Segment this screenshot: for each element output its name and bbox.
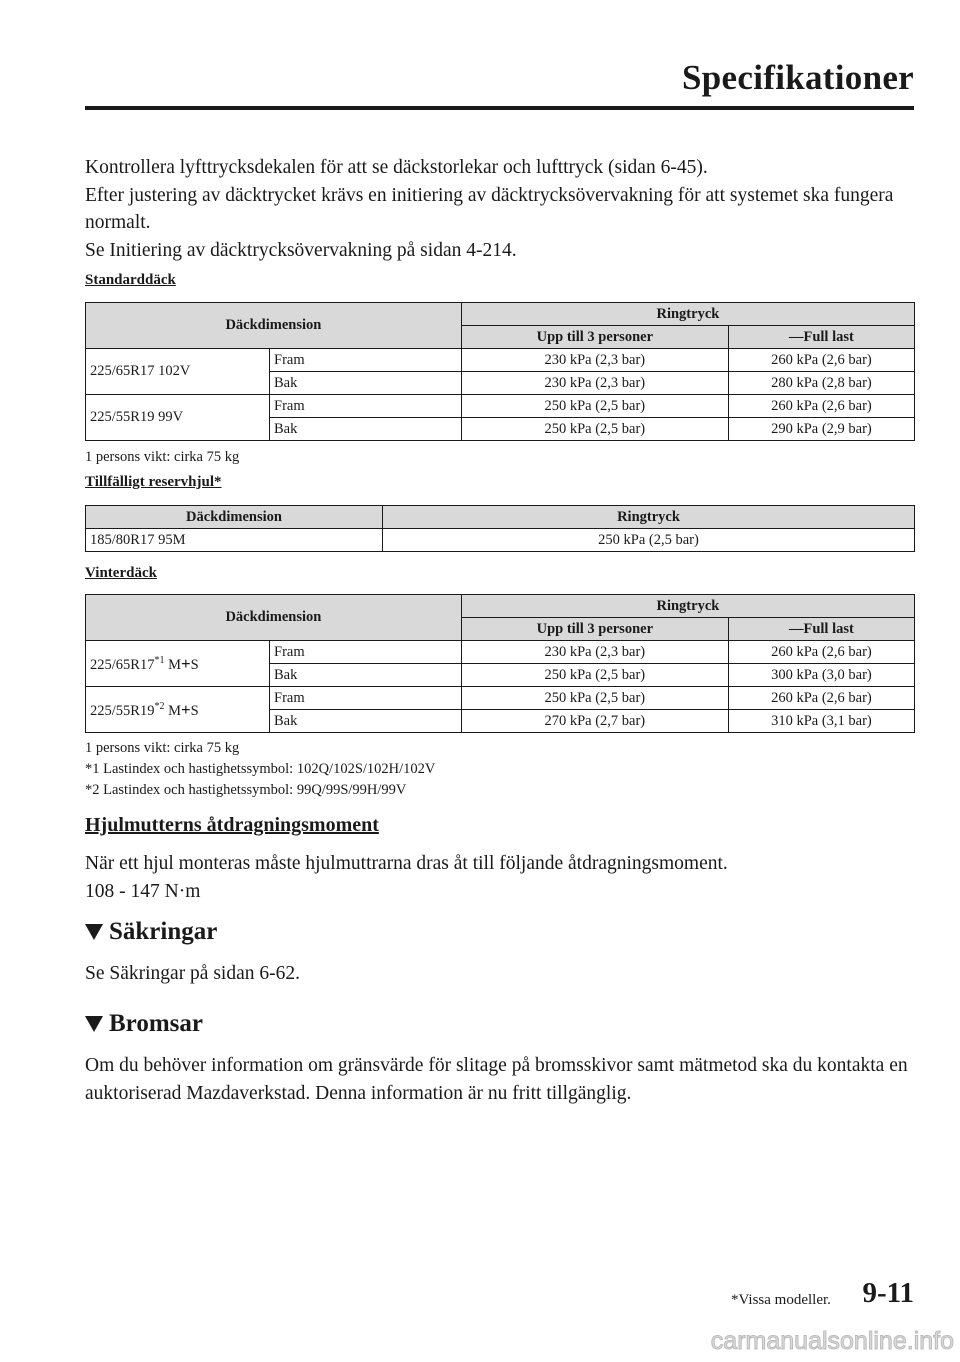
col-header-upto3: Upp till 3 personer [461, 326, 728, 349]
col-header-upto3: Upp till 3 personer [461, 618, 728, 641]
axle-position: Bak [270, 418, 462, 441]
brakes-text [85, 1052, 925, 1107]
table-row [86, 641, 915, 664]
pressure-upto3: 230 kPa (2,3 bar) [461, 349, 728, 372]
intro-line: Se Initiering av däcktrycksövervakning på sidan 4-214. [85, 239, 517, 261]
intro-text [85, 154, 920, 264]
header-rule [85, 106, 914, 110]
col-header-dimension: Däckdimension [86, 595, 462, 641]
pressure-fullload: 300 kPa (3,0 bar) [728, 664, 914, 687]
pressure-upto3: 250 kPa (2,5 bar) [461, 687, 728, 710]
tire-dimension [86, 641, 270, 687]
plus-sign: + [180, 653, 191, 673]
col-header-fullload: —Full last [728, 326, 914, 349]
pressure-upto3: 270 kPa (2,7 bar) [461, 710, 728, 733]
col-header-dimension: Däckdimension [86, 506, 383, 529]
footnote-marker: *2 [154, 700, 165, 712]
note-line: 1 persons vikt: cirka 75 kg [85, 740, 240, 756]
note-line: 1 persons vikt: cirka 75 kg [85, 449, 240, 465]
standard-tires-table [85, 302, 915, 441]
note-line: *2 Lastindex och hastighetssymbol: 99Q/99S/99H/99V [85, 782, 407, 798]
page-number: 9-11 [862, 1277, 914, 1309]
col-header-pressure: Ringtryck [461, 595, 914, 618]
col-header-pressure: Ringtryck [383, 506, 915, 529]
tire-dimension [86, 687, 270, 733]
pressure-fullload: 310 kPa (3,1 bar) [728, 710, 914, 733]
torque-line: När ett hjul monteras måste hjulmuttrarna dras åt till följande åtdragningsmoment. [85, 853, 728, 874]
axle-position: Fram [270, 641, 462, 664]
brakes-title: Bromsar [109, 1010, 203, 1037]
tire-dimension: 185/80R17 95M [86, 529, 383, 552]
pressure-upto3: 250 kPa (2,5 bar) [461, 418, 728, 441]
axle-position: Fram [270, 687, 462, 710]
pressure-upto3: 250 kPa (2,5 bar) [461, 664, 728, 687]
mud-letter: M [168, 656, 181, 673]
standard-note [85, 447, 239, 468]
note-line: *1 Lastindex och hastighetssymbol: 102Q/102S/102H/102V [85, 761, 436, 777]
triangle-down-icon [85, 924, 103, 940]
axle-position: Fram [270, 395, 462, 418]
plus-sign: + [180, 699, 191, 719]
watermark: carmanualsonline.info [710, 1327, 954, 1355]
footnote-some-models: *Vissa modeller. [731, 1292, 831, 1308]
triangle-down-icon [85, 1016, 103, 1032]
pressure-fullload: 290 kPa (2,9 bar) [728, 418, 914, 441]
table-row [86, 687, 915, 710]
winter-notes [85, 738, 435, 801]
axle-position: Bak [270, 664, 462, 687]
pressure-fullload: 260 kPa (2,6 bar) [728, 395, 914, 418]
mud-letter: M [168, 702, 181, 719]
pressure-upto3: 230 kPa (2,3 bar) [461, 372, 728, 395]
dimension-code: 225/55R19 [90, 702, 155, 719]
tire-dimension: 225/65R17 102V [86, 349, 270, 395]
axle-position: Bak [270, 710, 462, 733]
axle-position: Bak [270, 372, 462, 395]
col-header-dimension: Däckdimension [86, 303, 462, 349]
page-title: Specifikationer [682, 58, 914, 97]
winter-tires-table [85, 594, 915, 733]
pressure-value: 250 kPa (2,5 bar) [383, 529, 915, 552]
col-header-fullload: —Full last [728, 618, 914, 641]
torque-text [85, 850, 925, 905]
table-row [86, 349, 915, 372]
snow-letter: S [190, 656, 199, 673]
spare-tire-table [85, 505, 915, 552]
fuses-title: Säkringar [109, 918, 218, 945]
footnote-marker: *1 [154, 654, 165, 666]
fuses-heading [85, 918, 217, 946]
pressure-fullload: 280 kPa (2,8 bar) [728, 372, 914, 395]
torque-value: 108 - 147 N·m [85, 880, 201, 902]
table-row [86, 395, 915, 418]
pressure-fullload: 260 kPa (2,6 bar) [728, 687, 914, 710]
winter-tires-label: Vinterdäck [85, 565, 157, 581]
intro-line: Kontrollera lyfttrycksdekalen för att se däckstorlekar och lufttryck (sidan 6-45). [85, 157, 708, 178]
col-header-pressure: Ringtryck [461, 303, 914, 326]
pressure-upto3: 230 kPa (2,3 bar) [461, 641, 728, 664]
torque-heading: Hjulmutterns åtdragningsmoment [85, 814, 379, 836]
pressure-fullload: 260 kPa (2,6 bar) [728, 349, 914, 372]
brakes-heading [85, 1010, 203, 1038]
brakes-line: Om du behöver information om gränsvärde för slitage på bromsskivor samt mätmetod ska du kontakta en auktoriserad Mazdaverkstad. Denna information är nu fritt tillgänglig. [85, 1055, 908, 1104]
pressure-fullload: 260 kPa (2,6 bar) [728, 641, 914, 664]
table-row [86, 529, 915, 552]
pressure-upto3: 250 kPa (2,5 bar) [461, 395, 728, 418]
intro-line: Efter justering av däcktrycket krävs en initiering av däcktrycksövervakning för att systemet ska fungera normalt. [85, 184, 894, 233]
dimension-code: 225/65R17 [90, 656, 155, 673]
axle-position: Fram [270, 349, 462, 372]
standard-tires-label: Standarddäck [85, 272, 176, 288]
spare-tire-label: Tillfälligt reservhjul* [85, 474, 222, 490]
fuses-line: Se Säkringar på sidan 6-62. [85, 963, 300, 984]
tire-dimension: 225/55R19 99V [86, 395, 270, 441]
fuses-text [85, 960, 925, 988]
snow-letter: S [190, 702, 199, 719]
